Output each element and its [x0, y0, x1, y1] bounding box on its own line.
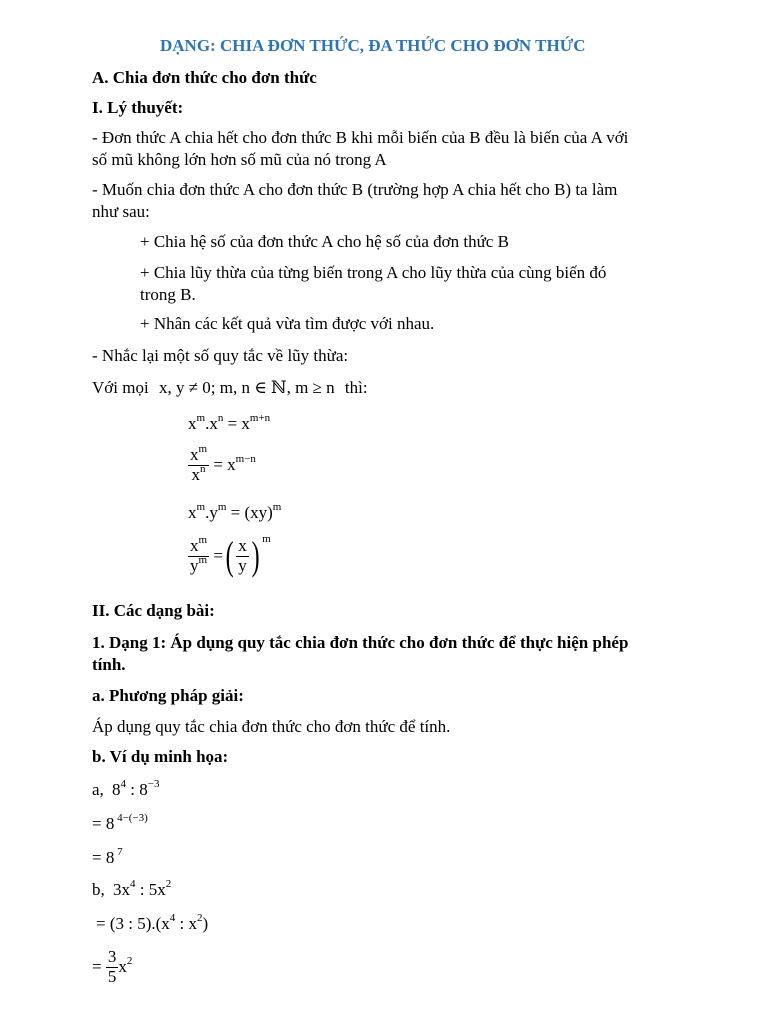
method-heading: a. Phương pháp giải: [92, 686, 244, 705]
formula-quotient-rule: $\frac{x^m}{x^n}$ = $x^{m-n}$ [190, 443, 256, 484]
type-1-line-1: 1. Dạng 1: Áp dụng quy tắc chia đơn thức cho đơn thức để thực hiện phép [92, 633, 629, 652]
step-1: + Chia hệ số của đơn thức A cho hệ số của đơn thức B [140, 232, 509, 251]
formula-power-of-product: $x^m.y^m = (xy)^m$ [188, 501, 282, 522]
paragraph-2-line-2: như sau: [92, 202, 150, 221]
example-a-step-1: = 8 $^{4-(-3)}$ [92, 812, 148, 833]
step-2-line-1: + Chia lũy thừa của từng biến trong A cho lũy thừa của cùng biến đó [140, 263, 607, 282]
paragraph-2-line-1: - Muốn chia đơn thức A cho đơn thức B (trường hợp A chia hết cho B) ta làm [92, 180, 618, 199]
example-b-label: b, [92, 880, 105, 899]
theory-heading: I. Lý thuyết: [92, 98, 184, 117]
paragraph-1-line-2: số mũ không lớn hơn số mũ của nó trong A [92, 150, 387, 169]
condition-suffix: thì: [344, 378, 368, 397]
example-b-problem: b, $3x^4$ : $5x^2$ [92, 878, 172, 899]
example-b-step-1: = (3 : $5).(x^4$ : $x^2$) [96, 912, 209, 933]
condition-prefix: Với mọi [92, 378, 149, 397]
example-a-result: = 8 $^7$ [92, 846, 123, 867]
type-1-line-2: tính. [92, 655, 126, 674]
condition-line [92, 378, 368, 398]
example-heading: b. Ví dụ minh họa: [92, 747, 229, 766]
formula-power-of-quotient: $\frac{x^m}{y^m}$ =( $\frac{x}{y}$ ) $^m$ [190, 532, 271, 578]
types-heading: II. Các dạng bài: [92, 601, 215, 620]
step-3: + Nhân các kết quả vừa tìm được với nhau. [140, 314, 435, 333]
example-a-problem: a, $8^4$ : $8^{-3}$ [92, 778, 160, 799]
condition-math: x, y ≠ 0; m, n ∈ ℕ, m ≥ n [158, 378, 335, 397]
page-title: DẠNG: CHIA ĐƠN THỨC, ĐA THỨC CHO ĐƠN THỨC [160, 36, 586, 55]
example-a-label: a, [92, 780, 104, 799]
formula-product-rule: $x^m.x^n = x^{m+n}$ [188, 412, 271, 433]
paragraph-1-line-1: - Đơn thức A chia hết cho đơn thức B khi mỗi biến của B đều là biến của A với [92, 128, 629, 147]
step-2-line-2: trong B. [140, 285, 196, 304]
example-b-result: = $\frac{3}{5}$ $x^2$ [92, 947, 133, 986]
rules-intro: - Nhắc lại một số quy tắc về lũy thừa: [92, 346, 349, 365]
section-a-heading: A. Chia đơn thức cho đơn thức [92, 68, 317, 87]
method-text: Áp dụng quy tắc chia đơn thức cho đơn thức để tính. [92, 717, 451, 736]
